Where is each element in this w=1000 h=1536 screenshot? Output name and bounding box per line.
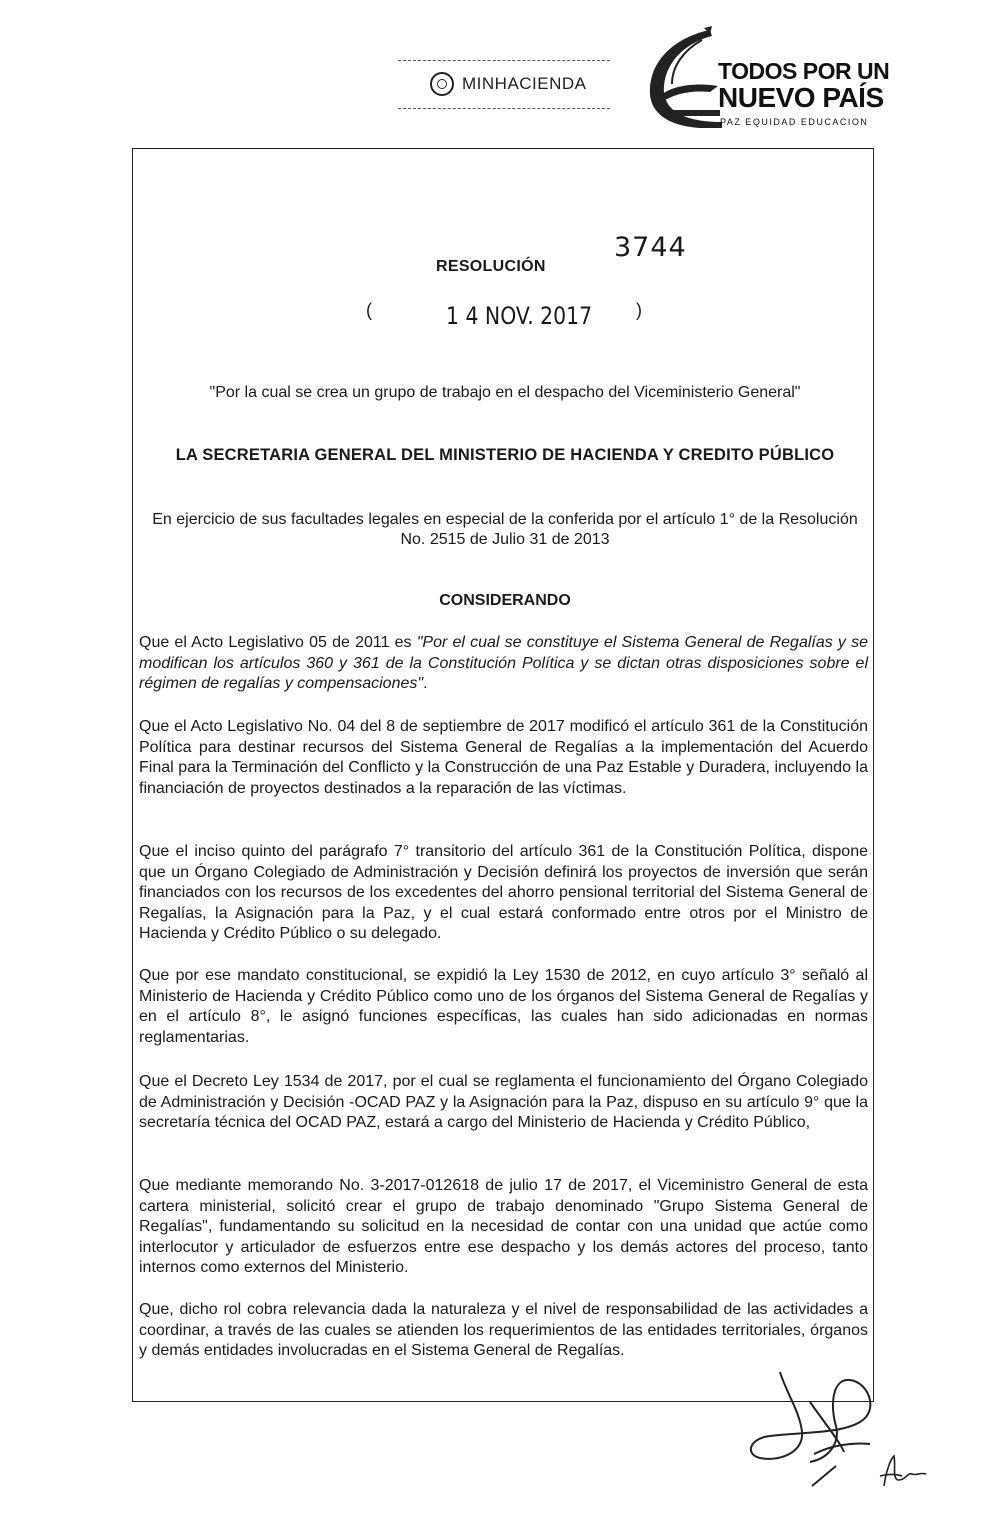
date-open-paren: ( [366, 300, 372, 320]
ministry-row [430, 72, 587, 96]
issuing-authority: LA SECRETARIA GENERAL DEL MINISTERIO DE HACIENDA Y CREDITO PÚBLICO [175, 446, 835, 464]
considerando-paragraph-7: Que, dicho rol cobra relevancia dada la naturaleza y el nivel de responsabilidad de las actividades a coordinar, a través de las cuales se atienden los requerimientos de las entidades territoriales, órganos y demás entidades involucradas en el Sistema General de Regalías. [139, 1301, 868, 1359]
considerando-paragraph-2: Que el Acto Legislativo No. 04 del 8 de septiembre de 2017 modificó el artículo 361 de la Constitución Política para destinar recursos del Sistema General de Regalías a la implementación del Acuerdo Final para la Terminación del Conflicto y la Construcción de una Paz Estable y Duradera, incluyendo la financiación de proyectos destinados a la reparación de las víctimas. [139, 718, 868, 797]
resolution-date: 1 4 NOV. 2017 [446, 302, 593, 330]
date-close-paren: ) [636, 300, 642, 320]
considerando-paragraph-6: Que mediante memorando No. 3-2017-012618 de julio 17 de 2017, el Viceministro General de esta cartera ministerial, solicitó crear el grupo de trabajo denominado "Grupo Sistema General de Regalías", fundamentando su solicitud en la necesidad de contar con una unidad que actúe como interlocutor y articulador de esfuerzos entre ese despacho y los demás actores del proceso, tanto internos como externos del Ministerio. [139, 1177, 868, 1276]
ministry-header [398, 60, 610, 110]
considerando-heading: CONSIDERANDO [439, 592, 571, 609]
header-rule-top [398, 60, 610, 61]
resolution-number: 3744 [614, 232, 687, 263]
legal-faculty: En ejercicio de sus facultades legales en especial de la conferida por el artículo 1° de la Resolución No. 2515 de Julio 31 de 2013 [152, 511, 858, 548]
considerando-paragraph-3: Que el inciso quinto del parágrafo 7° transitorio del artículo 361 de la Constitución Política, dispone que un Órgano Colegiado de Administración y Decisión definirá los proyectos de inversión que serán financiados con los recursos de los excedentes del ahorro pensional territorial del Sistema General de Regalías, la Asignación para la Paz, y el cual estará conformado entre otros por el Ministro de Hacienda y Crédito Público o su delegado. [139, 843, 868, 942]
resolution-title: "Por la cual se crea un grupo de trabajo en el despacho del Viceministerio General" [209, 384, 801, 401]
slogan-line-1: TODOS POR UN [718, 58, 890, 84]
p1-quote: "Por el cual se constituye el Sistema General de Regalías y se modifican los artículos 360 y 361 de la Constitución Política y se dictan otras disposiciones sobre el régimen de regalías y compensaciones" [139, 634, 869, 692]
signature-icon [740, 1362, 890, 1492]
resolution-label: RESOLUCIÓN [436, 258, 546, 275]
header-rule-bottom [398, 108, 610, 109]
initials-icon [876, 1452, 936, 1492]
p1-end: . [423, 675, 428, 692]
seal-icon [430, 72, 454, 96]
slogan-line-2: NUEVO PAÍS [718, 82, 884, 113]
p1-lead: Que el Acto Legislativo 05 de 2011 es [139, 634, 417, 651]
considerando-paragraph-4: Que por ese mandato constitucional, se expidió la Ley 1530 de 2012, en cuyo artículo 3° señaló al Ministerio de Hacienda y Crédito Público como uno de los órganos del Sistema General de Regalías y en el artículo 8°, le asignó funciones específicas, las cuales han sido adicionadas en normas reglamentarias. [139, 967, 868, 1046]
considerando-paragraph-1 [139, 633, 868, 695]
slogan-line-3: PAZ EQUIDAD EDUCACION [720, 117, 869, 127]
ministry-name: MINHACIENDA [462, 74, 587, 93]
considerando-paragraph-5: Que el Decreto Ley 1534 de 2017, por el cual se reglamenta el funcionamiento del Órgano Colegiado de Administración y Decisión -OCAD PAZ y la Asignación para la Paz, dispuso en su artículo 9° que la secretaría técnica del OCAD PAZ, estará a cargo del Ministerio de Hacienda y Crédito Público, [139, 1073, 868, 1131]
